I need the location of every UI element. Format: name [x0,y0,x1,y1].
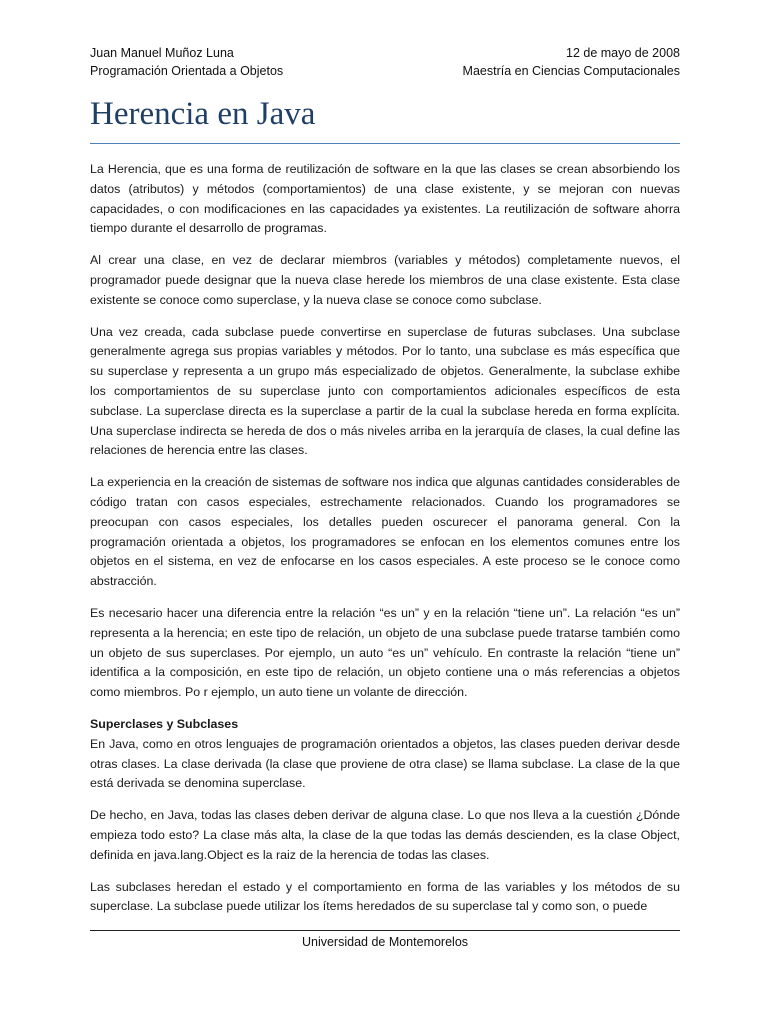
paragraph: La experiencia en la creación de sistemas de software nos indica que algunas cantidades considerables de código tratan con casos especiales, estrechamente relacionados. Cuando los programadores se preocupan con casos especiales, los detalles pueden oscurecer el panorama general. Con la programación orientada a objetos, los programadores se enfocan en los elementos comunes entre los objetos en el sistema, en vez de enfocarse en los casos especiales. A este proceso se le conoce como abstracción. [90,475,680,589]
paragraph: Es necesario hacer una diferencia entre la relación “es un” y en la relación “tiene un”. La relación “es un” representa a la herencia; en este tipo de relación, un objeto de una subclase puede tratarse también como un objeto de sus superclases. Por ejemplo, un auto “es un” vehículo. En contraste la relación “tiene un” identifica a la composición, en este tipo de relación, un objeto contiene una o más referencias a objetos como miembros. Po r ejemplo, un auto tiene un volante de dirección. [90,605,680,700]
header-right [463,44,680,80]
header-course: Programación Orientada a Objetos [90,64,284,78]
section-paragraph: En Java, como en otros lenguajes de programación orientados a objetos, las clases pueden derivar desde otras clases. La clase derivada (la clase que proviene de otra clase) se llama subclase. La clase de la que está derivada se denomina superclase. [90,736,680,791]
section-paragraph: Las subclases heredan el estado y el comportamiento en forma de las variables y los métodos de su superclase. La subclase puede utilizar los ítems heredados de su superclase tal y como son, o puede [90,879,680,914]
header-program: Maestría en Ciencias Computacionales [462,64,680,78]
page-footer: Universidad de Montemorelos [301,935,469,949]
paragraph: La Herencia, que es una forma de reutilización de software en la que las clases se crean absorbiendo los datos (atributos) y métodos (comportamientos) de una clase existente, y se mejoran con nuevas capacidades, o con modificaciones en las capacidades ya existentes. La reutilización de software ahorra tiempo durante el desarrollo de programas. [90,162,680,236]
section-paragraph: De hecho, en Java, todas las clases deben derivar de alguna clase. Lo que nos lleva a la cuestión ¿Dónde empieza todo esto? La clase más alta, la clase de la que todas las demás descienden, es la clase Object, definida en java.lang.Object es la raiz de la herencia de todas las clases. [90,808,680,862]
document-title: Herencia en Java [90,96,316,132]
footer-divider [90,930,680,931]
title-divider [90,143,680,144]
header-left [90,44,283,80]
header-author: Juan Manuel Muñoz Luna [90,46,234,60]
paragraph: Al crear una clase, en vez de declarar miembros (variables y métodos) completamente nuevos, el programador puede designar que la nueva clase herede los miembros de una clase existente. Esta clase existente se conoce como superclase, y la nueva clase se conoce como subclase. [90,253,680,307]
section-heading: Superclases y Subclases [90,716,239,731]
header-date: 12 de mayo de 2008 [566,46,680,60]
document-body [90,160,680,917]
document-page [90,44,680,929]
page-header [90,44,680,80]
paragraph: Una vez creada, cada subclase puede convertirse en superclase de futuras subclases. Una subclase generalmente agrega sus propias variables y métodos. Por lo tanto, una subclase es más específica que su superclase y representa a un grupo más especializado de objetos. Generalmente, la subclase exhibe los comportamientos de su superclase junto con comportamientos adicionales específicos de esta subclase. La superclase directa es la superclase a partir de la cual la subclase hereda en forma explícita. Una superclase indirecta se hereda de dos o más niveles arriba en la jerarquía de clases, la cual define las relaciones de herencia entre las clases. [90,324,680,458]
